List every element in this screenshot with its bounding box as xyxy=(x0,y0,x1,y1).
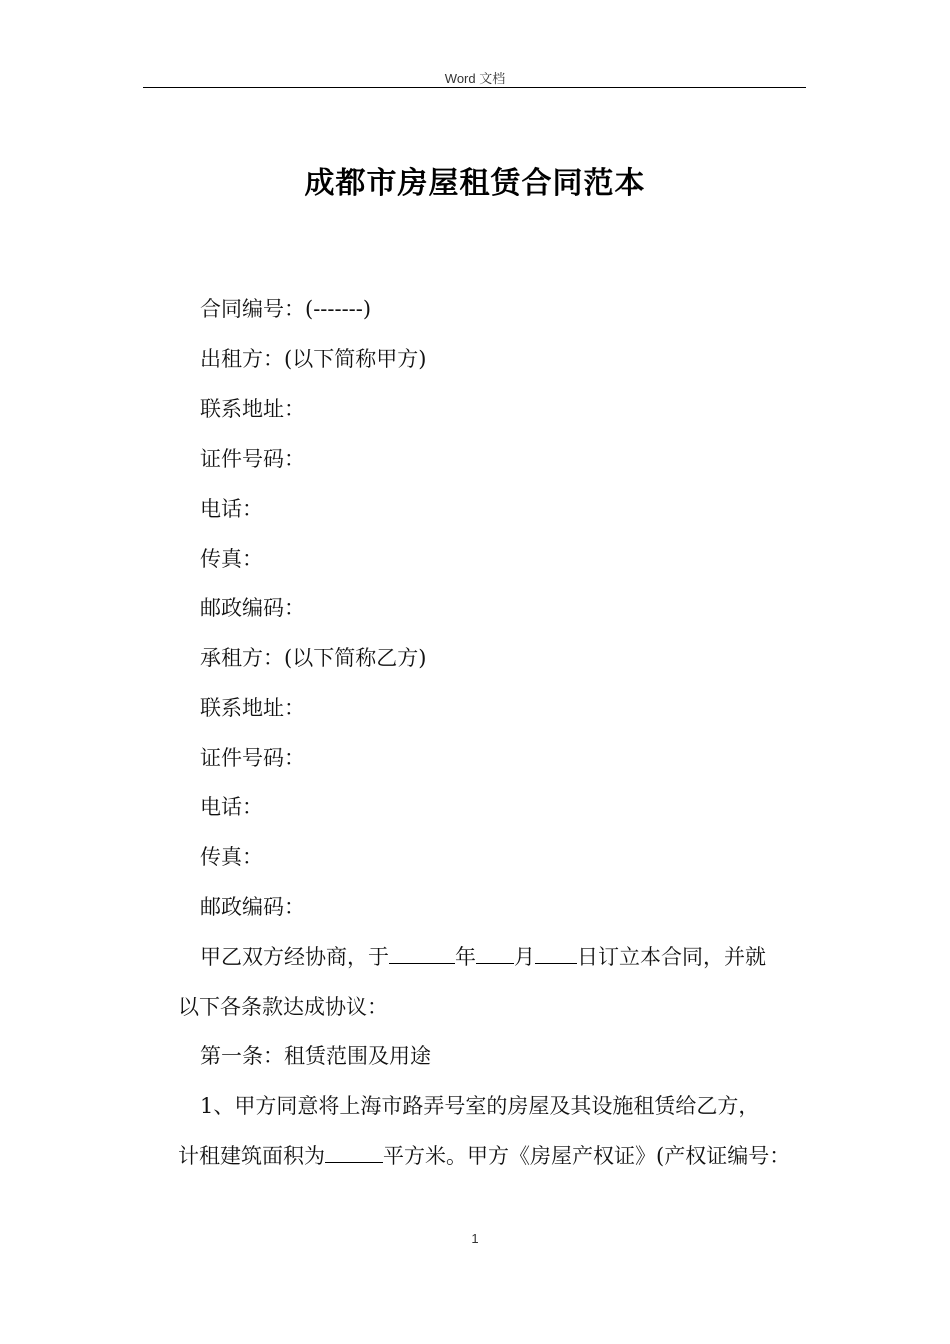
lessor-line: 出租方：(以下简称甲方) xyxy=(200,347,427,371)
year-blank xyxy=(389,943,455,964)
lessor-postcode-line: 邮政编码： xyxy=(200,596,305,620)
article-1-item-1-line-2 xyxy=(178,1142,790,1170)
area-label: 计租建筑面积为 xyxy=(178,1144,325,1168)
lessor-id-line: 证件号码： xyxy=(200,447,305,471)
lessor-phone-line: 电话： xyxy=(200,497,263,521)
agreement-line-1 xyxy=(200,943,766,971)
month-blank xyxy=(476,943,514,964)
agreement-text-end: 日订立本合同，并就 xyxy=(577,945,766,969)
document-title: 成都市房屋租赁合同范本 xyxy=(304,166,646,201)
header-rule xyxy=(143,87,806,88)
lessee-id-line: 证件号码： xyxy=(200,746,305,770)
page-number: 1 xyxy=(471,1231,479,1246)
area-unit-text: 平方米。甲方《房屋产权证》(产权证编号： xyxy=(383,1144,791,1168)
contract-number-line: 合同编号：(-------) xyxy=(200,297,372,321)
agreement-text-start: 甲乙双方经协商，于 xyxy=(200,945,389,969)
lessee-postcode-line: 邮政编码： xyxy=(200,895,305,919)
lessee-address-line: 联系地址： xyxy=(200,696,305,720)
lessor-address-line: 联系地址： xyxy=(200,397,305,421)
day-blank xyxy=(535,943,577,964)
article-1-item-1-line-1: 1、甲方同意将上海市路弄号室的房屋及其设施租赁给乙方， xyxy=(200,1094,760,1118)
article-1-heading: 第一条：租赁范围及用途 xyxy=(200,1044,431,1068)
month-label: 月 xyxy=(514,945,535,969)
agreement-line-2: 以下各条款达成协议： xyxy=(178,995,388,1019)
year-label: 年 xyxy=(455,945,476,969)
lessee-line: 承租方：(以下简称乙方) xyxy=(200,646,427,670)
area-blank xyxy=(325,1142,383,1163)
page-header-text: Word 文档 xyxy=(444,71,506,86)
lessee-phone-line: 电话： xyxy=(200,795,263,819)
lessor-fax-line: 传真： xyxy=(200,547,263,571)
lessee-fax-line: 传真： xyxy=(200,845,263,869)
